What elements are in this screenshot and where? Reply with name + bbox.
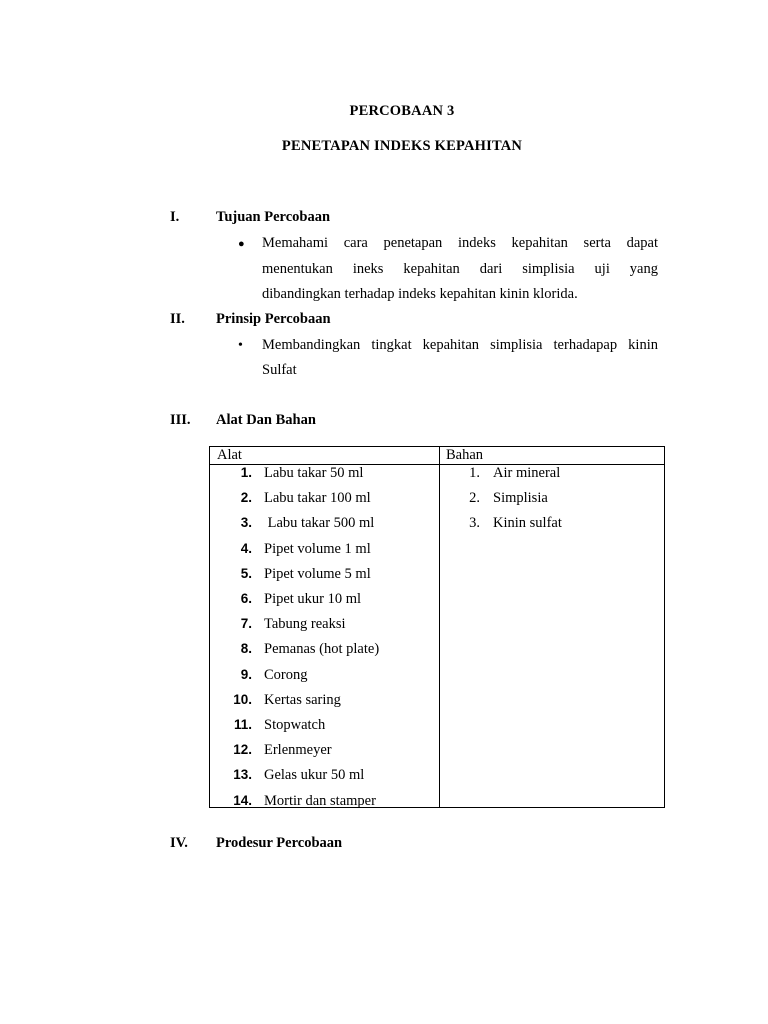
alat-item-number: 10. bbox=[233, 691, 252, 707]
bahan-list-item bbox=[450, 490, 548, 507]
alat-list-item bbox=[219, 767, 364, 784]
alat-bahan-table bbox=[209, 446, 665, 808]
alat-list-item bbox=[219, 616, 346, 633]
alat-item-text: Pipet volume 1 ml bbox=[264, 540, 371, 557]
alat-item-text: Labu takar 500 ml bbox=[264, 515, 375, 532]
table-header-alat: Alat bbox=[217, 447, 242, 463]
alat-list-item bbox=[219, 591, 361, 608]
document-subtitle: PENETAPAN INDEKS KEPAHITAN bbox=[281, 138, 523, 154]
alat-item-text: Pipet volume 5 ml bbox=[264, 565, 371, 582]
alat-list-item bbox=[219, 692, 341, 709]
alat-item-text: Pemanas (hot plate) bbox=[264, 641, 380, 658]
alat-item-text: Labu takar 100 ml bbox=[264, 490, 371, 507]
alat-list-item bbox=[219, 515, 374, 532]
section-heading-prosedur: Prodesur Percobaan bbox=[216, 835, 343, 851]
alat-item-text: Tabung reaksi bbox=[264, 616, 346, 633]
section-number-3: III. bbox=[170, 412, 191, 428]
alat-item-text: Corong bbox=[264, 666, 308, 683]
alat-item-number: 3. bbox=[240, 515, 252, 531]
alat-item-text: Kertas saring bbox=[264, 691, 341, 708]
alat-item-number: 8. bbox=[240, 641, 252, 657]
bahan-item-text: Kinin sulfat bbox=[493, 515, 562, 532]
alat-list-item bbox=[219, 717, 325, 734]
alat-item-number: 5. bbox=[240, 565, 252, 581]
alat-list-item bbox=[219, 667, 308, 684]
alat-item-number: 2. bbox=[240, 490, 252, 506]
alat-item-text: Stopwatch bbox=[264, 717, 326, 733]
alat-list-item bbox=[219, 490, 371, 507]
section-number-4: IV. bbox=[170, 835, 188, 851]
alat-list-item bbox=[219, 541, 371, 558]
section-number-2: II. bbox=[170, 311, 185, 327]
alat-item-number: 1. bbox=[240, 465, 252, 480]
alat-list-item bbox=[219, 465, 363, 482]
prinsip-line-1: Membandingkan tingkat kepahitan simplisia terhadapap kinin bbox=[262, 337, 658, 353]
document-title: PERCOBAAN 3 bbox=[349, 103, 455, 119]
alat-item-number: 12. bbox=[233, 742, 252, 758]
tujuan-line-1: Memahami cara penetapan indeks kepahitan serta dapat bbox=[262, 235, 658, 251]
bahan-item-number: 3. bbox=[469, 515, 480, 532]
alat-item-number: 7. bbox=[240, 616, 252, 632]
bahan-item-text: Air mineral bbox=[493, 465, 561, 481]
alat-item-text: Mortir dan stamper bbox=[264, 792, 376, 809]
alat-item-number: 14. bbox=[233, 792, 252, 808]
bahan-item-number: 1. bbox=[469, 465, 480, 481]
bahan-list-item bbox=[450, 515, 562, 532]
alat-item-text: Gelas ukur 50 ml bbox=[264, 767, 365, 784]
alat-item-number: 6. bbox=[240, 591, 252, 606]
bahan-item-text: Simplisia bbox=[493, 490, 548, 507]
alat-list-item bbox=[219, 641, 379, 658]
section-number-1: I. bbox=[170, 209, 180, 225]
section-heading-prinsip: Prinsip Percobaan bbox=[216, 311, 331, 327]
alat-list-item bbox=[219, 566, 371, 583]
alat-item-number: 11. bbox=[233, 717, 252, 732]
bahan-list-item bbox=[450, 465, 560, 482]
alat-item-text: Labu takar 50 ml bbox=[264, 465, 364, 481]
bullet-icon: • bbox=[238, 338, 243, 353]
table-column-divider bbox=[439, 447, 440, 807]
prinsip-line-2: Sulfat bbox=[262, 362, 297, 378]
section-heading-alat-bahan: Alat Dan Bahan bbox=[216, 412, 316, 428]
alat-list-item bbox=[219, 793, 376, 810]
alat-item-number: 4. bbox=[240, 540, 252, 556]
section-heading-tujuan: Tujuan Percobaan bbox=[216, 209, 331, 225]
table-header-bahan: Bahan bbox=[446, 447, 484, 463]
alat-item-text: Erlenmeyer bbox=[264, 742, 332, 759]
alat-item-number: 9. bbox=[240, 666, 252, 682]
alat-item-text: Pipet ukur 10 ml bbox=[264, 591, 362, 607]
alat-item-number: 13. bbox=[233, 767, 252, 783]
bahan-item-number: 2. bbox=[469, 490, 480, 507]
bullet-icon: ● bbox=[238, 238, 245, 250]
tujuan-line-2: menentukan ineks kepahitan dari simplisia uji yang bbox=[262, 261, 658, 277]
tujuan-line-3: dibandingkan terhadap indeks kepahitan kinin klorida. bbox=[262, 286, 578, 302]
alat-list-item bbox=[219, 742, 332, 759]
